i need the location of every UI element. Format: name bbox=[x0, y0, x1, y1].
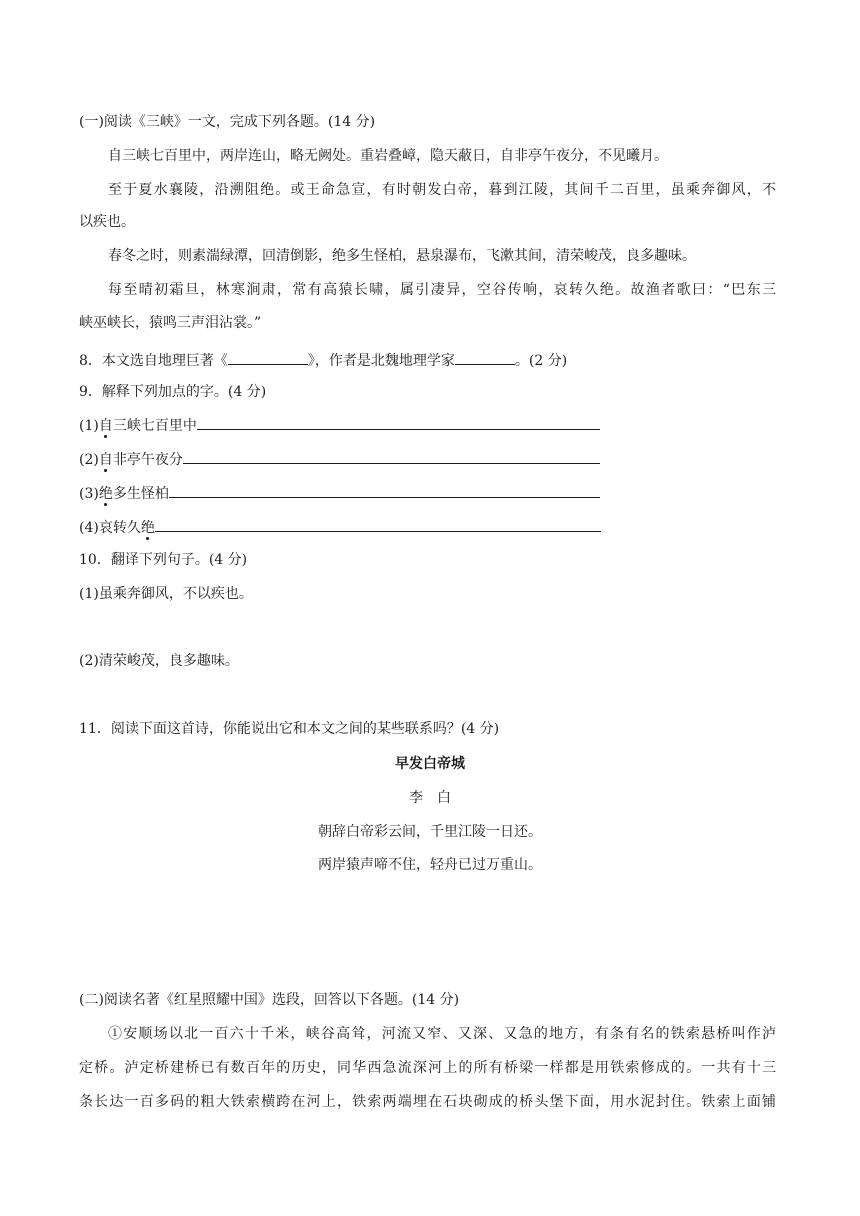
q9-item-3-text: 多生怪柏 bbox=[112, 486, 169, 502]
q8-middle: 》，作者是北魏地理学家 bbox=[307, 353, 455, 369]
q9-item-3-dotted-char: 绝 bbox=[98, 486, 113, 502]
q9-item-1-text: 三峡七百里中 bbox=[112, 418, 197, 434]
q9-item-2-answer-line[interactable] bbox=[183, 448, 600, 464]
q9-item-2 bbox=[79, 448, 600, 470]
paragraph-4-line-1: 每至晴初霜旦，林寒涧肃，常有高猿长啸，属引凄异，空谷传响，哀转久绝。故渔者歌曰：“巴东三 bbox=[108, 282, 776, 298]
section2-line-1: ①安顺场以北一百六十千米，峡谷高耸，河流又窄、又深、又急的地方，有条有名的铁索悬桥叫作泸 bbox=[108, 1026, 776, 1042]
q9-item-2-dotted-char: 自 bbox=[98, 452, 113, 468]
poem-author: 李 白 bbox=[409, 790, 451, 806]
q8-blank-author[interactable] bbox=[455, 349, 515, 365]
q9-item-2-number: (2) bbox=[79, 452, 99, 468]
paragraph-4-line-2: 峡巫峡长，猿鸣三声泪沾裳。” bbox=[79, 315, 262, 331]
q8-prefix: 8．本文选自地理巨著《 bbox=[79, 353, 228, 369]
q9-item-4-answer-line[interactable] bbox=[155, 516, 601, 532]
q9-item-3 bbox=[79, 482, 600, 504]
q8-blank-book[interactable] bbox=[228, 349, 308, 365]
paragraph-2-line-2: 以疾也。 bbox=[79, 214, 135, 230]
q9-item-1 bbox=[79, 414, 600, 436]
paragraph-2-line-1: 至于夏水襄陵，沿溯阻绝。或王命急宣，有时朝发白帝，暮到江陵，其间千二百里，虽乘奔御风，不 bbox=[108, 182, 776, 198]
q9-item-4 bbox=[79, 516, 601, 538]
q9-item-4-dotted-char: 绝 bbox=[140, 520, 155, 536]
paragraph-3: 春冬之时，则素湍绿潭，回清倒影，绝多生怪柏，悬泉瀑布，飞漱其间，清荣峻茂，良多趣味。 bbox=[108, 248, 696, 264]
q9-item-1-dotted-char: 自 bbox=[98, 418, 113, 434]
q10-sentence-1: (1)虽乘奔御风，不以疾也。 bbox=[79, 586, 253, 602]
q9-item-2-text: 非亭午夜分 bbox=[112, 452, 183, 468]
q9-item-4-number: (4) bbox=[79, 520, 99, 536]
section2-line-2: 定桥。泸定桥建桥已有数百年的历史，同华西急流深河上的所有桥梁一样都是用铁索修成的。一共有十三 bbox=[79, 1060, 776, 1076]
question-11-heading: 11．阅读下面这首诗，你能说出它和本文之间的某些联系吗？(4 分) bbox=[79, 721, 500, 737]
q9-item-4-prefix: 哀转久 bbox=[98, 520, 141, 536]
q10-sentence-2: (2)清荣峻茂，良多趣味。 bbox=[79, 653, 239, 669]
question-10-heading: 10．翻译下列句子。(4 分) bbox=[79, 552, 248, 568]
q9-item-1-number: (1) bbox=[79, 418, 99, 434]
q9-item-3-number: (3) bbox=[79, 486, 99, 502]
poem-line-1: 朝辞白帝彩云间，千里江陵一日还。 bbox=[318, 824, 542, 840]
poem-title: 早发白帝城 bbox=[395, 756, 465, 772]
q9-item-3-answer-line[interactable] bbox=[169, 482, 600, 498]
poem-line-2: 两岸猿声啼不住，轻舟已过万重山。 bbox=[318, 857, 542, 873]
section2-heading: (二)阅读名著《红星照耀中国》选段，回答以下各题。(14 分) bbox=[79, 992, 460, 1008]
question-8 bbox=[79, 349, 567, 371]
section1-heading: (一)阅读《三峡》一文，完成下列各题。(14 分) bbox=[79, 114, 376, 130]
q9-item-1-answer-line[interactable] bbox=[197, 414, 600, 430]
paragraph-1: 自三峡七百里中，两岸连山，略无阙处。重岩叠嶂，隐天蔽日，自非亭午夜分，不见曦月。 bbox=[108, 148, 668, 164]
q8-suffix: 。(2 分) bbox=[514, 353, 568, 369]
section2-line-3: 条长达一百多码的粗大铁索横跨在河上，铁索两端埋在石块砌成的桥头堡下面，用水泥封住。铁索上面铺 bbox=[79, 1094, 776, 1110]
question-9-heading: 9．解释下列加点的字。(4 分) bbox=[79, 384, 267, 400]
